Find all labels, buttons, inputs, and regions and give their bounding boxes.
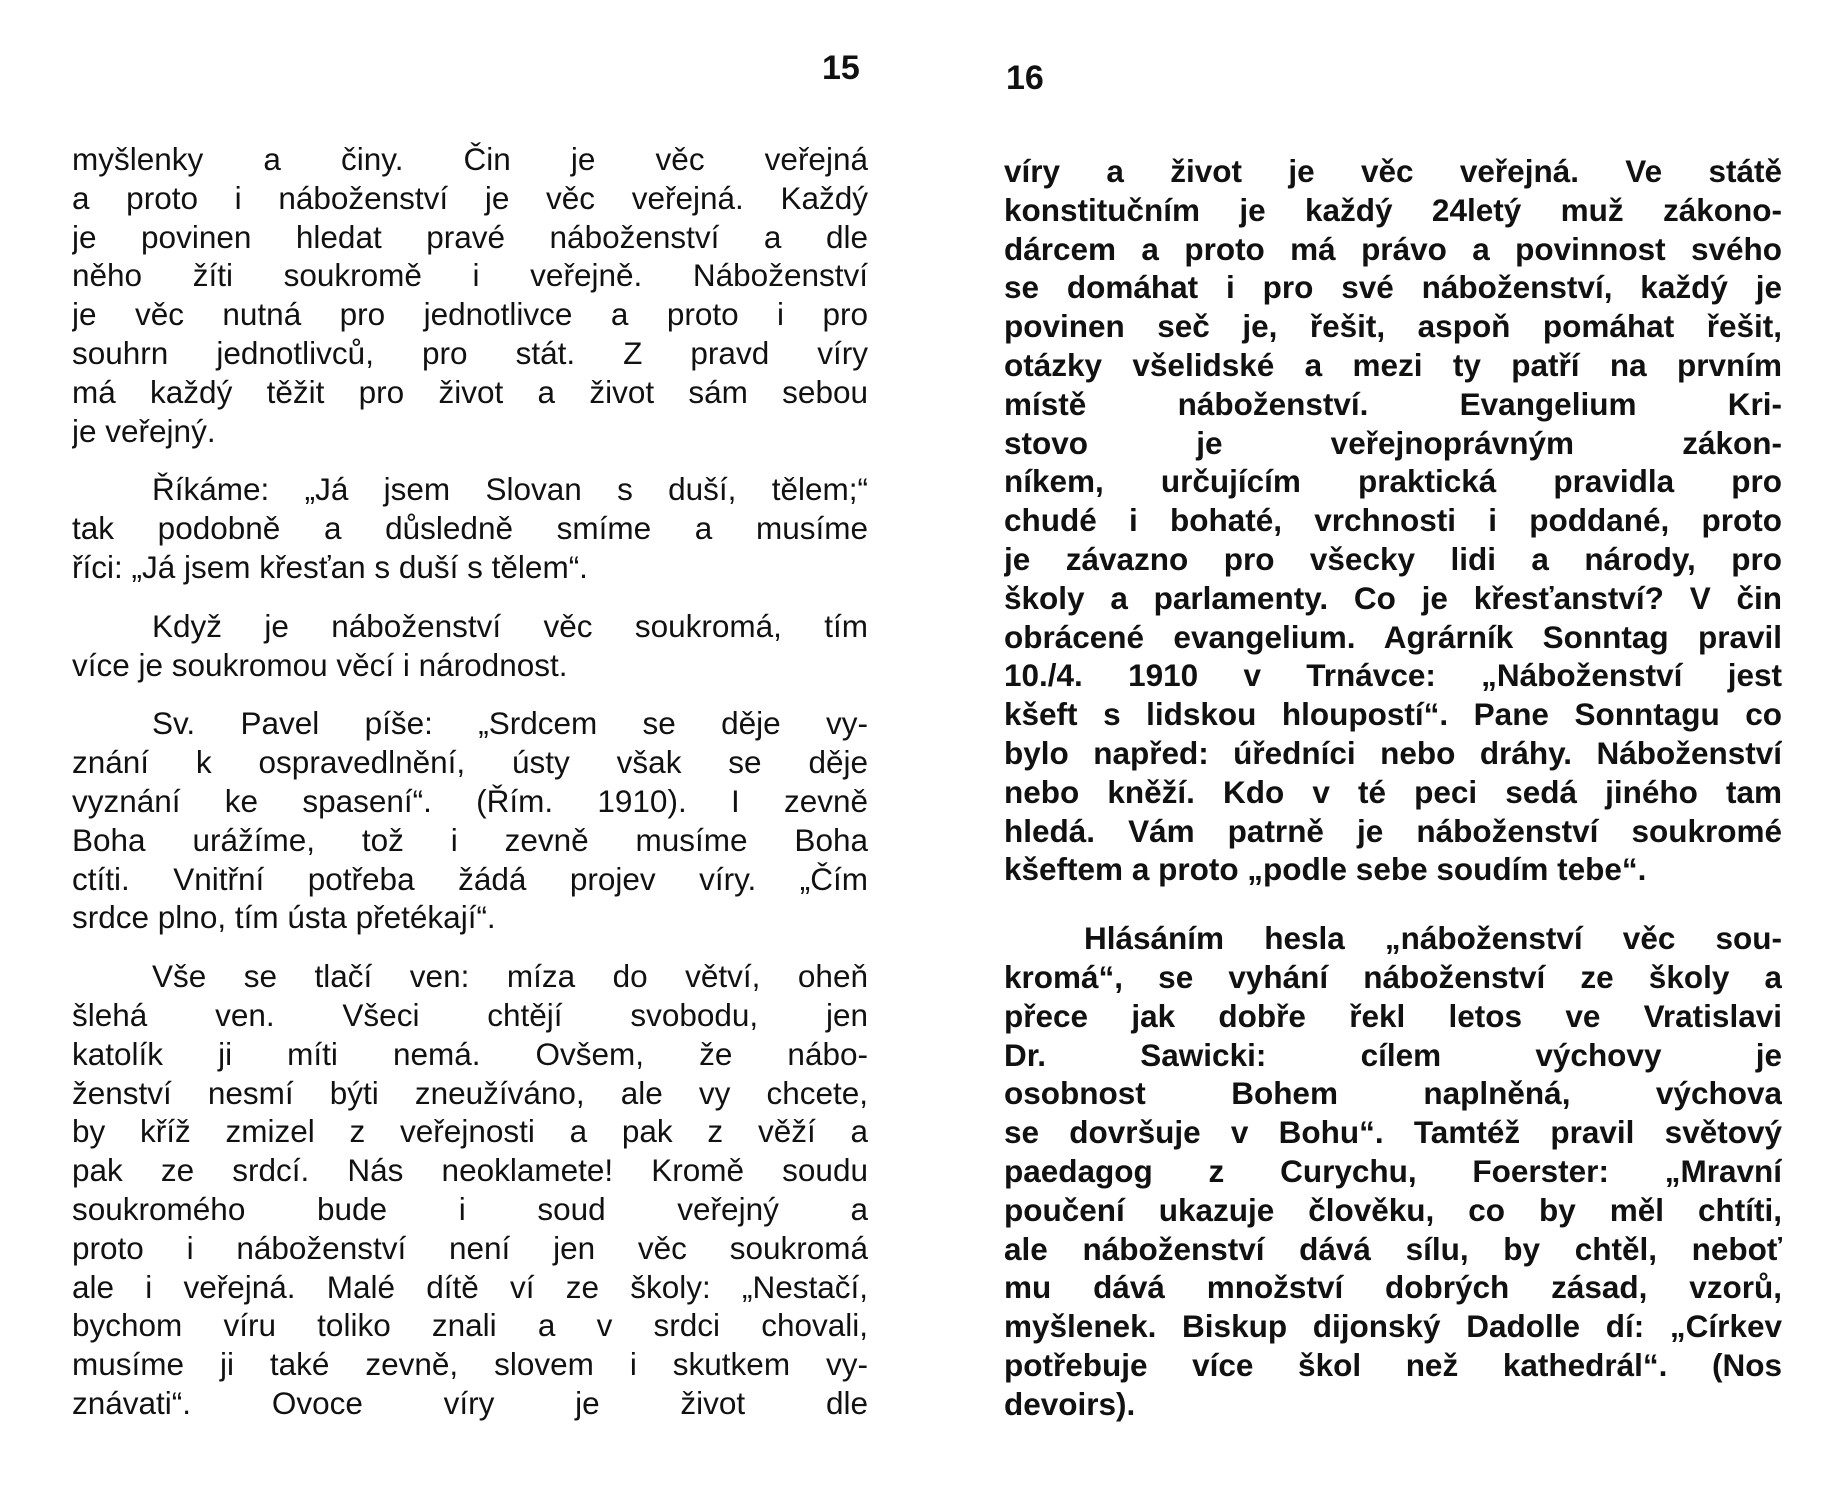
text-line: znání k ospravedlnění, ústy však se děje [72, 744, 868, 781]
text-line: obrácené evangelium. Agrárník Sonntag pravil [1004, 618, 1782, 655]
text-line: má každý těžit pro život a život sám sebou [72, 373, 868, 410]
text-line: místě náboženství. Evangelium Kri- [1004, 385, 1782, 422]
text-line: kšeftem a proto „podle sebe soudím tebe“. [1004, 851, 1647, 888]
page-left [72, 140, 868, 1443]
text-line: ale i veřejná. Malé dítě ví ze školy: „Nestačí, [72, 1268, 868, 1305]
text-line: Říkáme: „Já jsem Slovan s duší, tělem;“ [152, 471, 868, 508]
text-line: by kříž zmizel z veřejnosti a pak z věží a [72, 1113, 868, 1150]
text-line: Boha urážíme, tož i zevně musíme Boha [72, 821, 868, 858]
text-line: Hlásáním hesla „náboženství věc sou- [1084, 920, 1782, 957]
text-line: souhrn jednotlivců, pro stát. Z pravd víry [72, 334, 868, 371]
text-line: hledá. Vám patrně je náboženství soukromé [1004, 812, 1782, 849]
text-line: povinen seč je, řešit, aspoň pomáhat řešit, [1004, 308, 1782, 345]
paragraph [72, 704, 868, 937]
text-line: vyznání ke spasení“. (Řím. 1910). I zevně [72, 782, 868, 819]
text-line: nebo kněží. Kdo v té peci sedá jiného tam [1004, 773, 1782, 810]
text-line: Vše se tlačí ven: míza do větví, oheň [152, 958, 868, 995]
text-line: se domáhat i pro své náboženství, každý je [1004, 269, 1782, 306]
text-line: je povinen hledat pravé náboženství a dle [72, 218, 868, 255]
text-line: bychom víru toliko znali a v srdci chovali, [72, 1307, 868, 1344]
page-number-right: 16 [1006, 59, 1044, 97]
text-line: katolík ji míti nemá. Ovšem, že nábo- [72, 1035, 868, 1072]
text-line: devoirs). [1004, 1385, 1136, 1422]
text-line: říci: „Já jsem křesťan s duší s tělem“. [72, 548, 588, 585]
text-line: tak podobně a důsledně smíme a musíme [72, 510, 868, 547]
text-line: osobnost Bohem naplněná, výchova [1004, 1075, 1782, 1112]
text-line: otázky všelidské a mezi ty patří na prvním [1004, 346, 1782, 383]
paragraph [72, 470, 868, 586]
text-line: se dovršuje v Bohu“. Tamtéž pravil světový [1004, 1114, 1782, 1151]
text-line: je věc nutná pro jednotlivce a proto i pro [72, 296, 868, 333]
text-line: Dr. Sawicki: cílem výchovy je [1004, 1036, 1782, 1073]
text-line: níkem, určujícím praktická pravidla pro [1004, 463, 1782, 500]
text-line: ctíti. Vnitřní potřeba žádá projev víry. „Čím [72, 860, 868, 897]
page-number-left: 15 [822, 49, 860, 87]
text-line: poučení ukazuje člověku, co by měl chtíti, [1004, 1191, 1782, 1228]
text-line: něho žíti soukromě i veřejně. Náboženství [72, 257, 868, 294]
text-line: stovo je veřejnoprávným zákon- [1004, 424, 1782, 461]
paragraph [1004, 919, 1782, 1423]
text-line: srdce plno, tím ústa přetékají“. [72, 899, 496, 936]
text-line: více je soukromou věcí i národnost. [72, 646, 568, 683]
text-line: myšlenek. Biskup dijonský Dadolle dí: „Církev [1004, 1308, 1782, 1345]
text-line: myšlenky a činy. Čin je věc veřejná [72, 141, 868, 177]
text-line: soukromého bude i soud veřejný a [72, 1190, 868, 1227]
text-line: kšeft s lidskou hloupostí“. Pane Sonntagu co [1004, 696, 1782, 733]
text-line: ženství nesmí býti zneužíváno, ale vy chcete, [72, 1074, 868, 1111]
text-line: proto i náboženství není jen věc soukromá [72, 1229, 868, 1266]
paragraph [72, 957, 868, 1423]
text-line: kromá“, se vyhání náboženství ze školy a [1004, 958, 1782, 995]
text-line: bylo napřed: úředníci nebo dráhy. Náboženství [1004, 734, 1782, 771]
text-line: Když je náboženství věc soukromá, tím [152, 607, 868, 644]
page-right [1004, 152, 1782, 1444]
text-line: dárcem a proto má právo a povinnost svého [1004, 230, 1782, 267]
text-line: 10./4. 1910 v Trnávce: „Náboženství jest [1004, 657, 1782, 694]
text-line: ale náboženství dává sílu, by chtěl, neboť [1004, 1230, 1782, 1267]
text-line: je veřejný. [72, 412, 216, 449]
text-line: Sv. Pavel píše: „Srdcem se děje vy- [152, 705, 868, 742]
text-line: a proto i náboženství je věc veřejná. Každý [72, 179, 868, 216]
text-line: je závazno pro všecky lidi a národy, pro [1004, 540, 1782, 577]
paragraph [72, 140, 868, 450]
text-line: konstitučním je každý 24letý muž zákono- [1004, 191, 1782, 228]
text-line: pak ze srdcí. Nás neoklamete! Kromě soudu [72, 1152, 868, 1189]
text-line: potřebuje více škol než kathedrál“. (Nos [1004, 1346, 1782, 1383]
text-line: mu dává množství dobrých zásad, vzorů, [1004, 1269, 1782, 1306]
text-line: paedagog z Curychu, Foerster: „Mravní [1004, 1152, 1782, 1189]
text-line: školy a parlamenty. Co je křesťanství? V čin [1004, 579, 1782, 616]
text-line: chudé i bohaté, vrchnosti i poddané, proto [1004, 502, 1782, 539]
text-line: šlehá ven. Všeci chtějí svobodu, jen [72, 996, 868, 1033]
text-line: víry a život je věc veřejná. Ve státě [1004, 153, 1782, 189]
text-line: musíme ji také zevně, slovem i skutkem vy- [72, 1346, 868, 1383]
paragraph [1004, 152, 1782, 889]
text-line: znávati“. Ovoce víry je život dle [72, 1384, 868, 1421]
text-line: přece jak dobře řekl letos ve Vratislavi [1004, 997, 1782, 1034]
paragraph [72, 607, 868, 685]
